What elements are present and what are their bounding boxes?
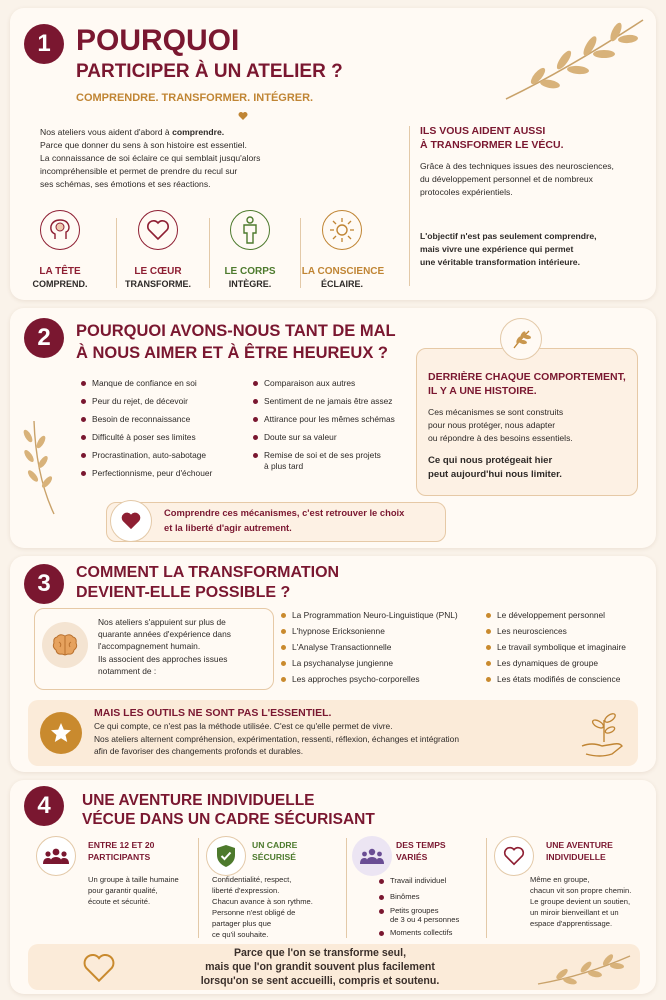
leaf-branch-icon	[498, 14, 648, 104]
people-icon	[352, 836, 392, 876]
star-icon	[40, 712, 82, 754]
list-item: Remise de soi et de ses projets	[264, 450, 381, 460]
section-1-right-bold: L'objectif n'est pas seulement comprendre, mais vivre une expérience qui permet une véritable transformation intérieure.	[420, 231, 597, 267]
participants-text: Un groupe à taille humaine pour garantir qualité, écoute et sécurité.	[88, 875, 179, 906]
col-divider-2	[346, 838, 347, 938]
list-item: Besoin de reconnaissance	[92, 414, 191, 424]
section-3-card	[10, 556, 656, 772]
section-1-subtitle: COMPRENDRE. TRANSFORMER. INTÉGRER.	[76, 92, 314, 104]
list-item: Sentiment de ne jamais être assez	[264, 396, 393, 406]
pillar-name-head: LA TÊTE	[39, 266, 81, 277]
shield-check-icon	[206, 836, 246, 876]
approach-item: Les neurosciences	[497, 626, 567, 636]
pillar-name-consciousness: LA CONSCIENCE	[301, 266, 385, 277]
list-item: Manque de confiance en soi	[92, 378, 197, 388]
tools-box-title: MAIS LES OUTILS NE SONT PAS L'ESSENTIEL.	[94, 707, 332, 719]
varied-times-item: Moments collectifs	[390, 928, 453, 937]
list-item-continuation: à plus tard	[264, 461, 304, 471]
individual-adventure-text: Même en groupe, chacun vit son propre chemin. Le groupe devient un soutien, un miroir bienveillant et un espace d'apprentissage.	[530, 875, 632, 928]
section-2-card	[10, 308, 656, 548]
quote-text: Parce que l'on se transforme seul, mais que l'on grandit souvent plus facilement lorsqu'on se sent accueilli, compris et soutenu.	[200, 947, 440, 987]
approach-item: Les dynamiques de groupe	[497, 658, 599, 668]
section-2-title-line1: POURQUOI AVONS-NOUS TANT DE MAL	[76, 322, 396, 340]
col-divider-3	[486, 838, 487, 938]
varied-times-item: Binômes	[390, 892, 420, 901]
section-1-card	[10, 8, 656, 300]
section-1-right-title: ILS VOUS AIDENT AUSSI À TRANSFORMER LE VÉCU.	[420, 125, 564, 152]
pillar-divider-1	[116, 218, 117, 288]
section-1-intro: Nos ateliers vous aident d'abord à comprendre. Parce que donner du sens à son histoire est essentiel. La connaissance de soi éclaire ce qui semblait jusqu'alors incompréhensible et permet de prendre du recul sur ses schémas, ses émotions et ses réactions.	[40, 127, 261, 189]
group-icon	[36, 836, 76, 876]
quote-heart-icon	[82, 952, 116, 984]
pillar-verb-head: COMPREND.	[32, 279, 88, 289]
list-item: Perfectionnisme, peur d'échouer	[92, 468, 213, 478]
secure-frame-title: UN CADRE SÉCURISÉ	[252, 840, 298, 862]
heart-icon	[138, 210, 178, 250]
body-icon	[230, 210, 270, 250]
col-divider-1	[198, 838, 199, 938]
section-1-divider	[409, 126, 410, 286]
divider-heart-icon	[238, 111, 248, 121]
approach-item: Le développement personnel	[497, 610, 606, 620]
list-item: Procrastination, auto-sabotage	[92, 450, 207, 460]
list-item: Doute sur sa valeur	[264, 432, 337, 442]
varied-times-continuation: de 3 ou 4 personnes	[390, 915, 460, 924]
section-2-number: 2	[24, 318, 64, 358]
approach-item: L'Analyse Transactionnelle	[292, 642, 392, 652]
section-4-title-line1: UNE AVENTURE INDIVIDUELLE	[82, 792, 315, 809]
pillar-verb-body: INTÈGRE.	[228, 279, 272, 289]
hand-sprout-icon	[576, 706, 630, 760]
varied-times-item: Petits groupes	[390, 906, 439, 915]
section-4-number: 4	[24, 786, 64, 826]
section-1-number: 1	[24, 24, 64, 64]
understanding-banner-text: Comprendre ces mécanismes, c'est retrouver le choix et la liberté d'agir autrement.	[164, 507, 405, 533]
wheat-branch-icon	[14, 416, 64, 516]
list-item: Comparaison aux autres	[264, 378, 356, 388]
section-1-title-line2: PARTICIPER À UN ATELIER ?	[76, 61, 343, 82]
secure-frame-text: Confidentialité, respect, liberté d'expression. Chacun avance à son rythme. Personne n'est obligé de partager plus que ce qu'il souhaite.	[212, 875, 313, 939]
history-box-title: DERRIÈRE CHAQUE COMPORTEMENT, IL Y A UNE HISTOIRE.	[428, 371, 626, 398]
section-3-title-line2: DEVIENT-ELLE POSSIBLE ?	[76, 584, 291, 601]
list-item: Difficulté à poser ses limites	[92, 432, 196, 442]
individual-adventure-title: UNE AVENTURE INDIVIDUELLE	[546, 840, 613, 862]
quote-leaf-branch-icon	[534, 952, 634, 986]
pillar-divider-2	[209, 218, 210, 288]
leaf-badge-icon	[500, 318, 542, 360]
pillar-name-body: LE CORPS	[224, 266, 276, 277]
approach-item: L'hypnose Ericksonienne	[292, 626, 385, 636]
participants-title: ENTRE 12 ET 20 PARTICIPANTS	[88, 840, 155, 862]
tools-box-text: Ce qui compte, ce n'est pas la méthode utilisée. C'est ce qu'elle permet de vivre. Nos ateliers alternent compréhension, expérimentation, ressenti, réflexion, échanges et intégration afin de favoriser des changements profonds et durables.	[94, 721, 459, 757]
pillar-name-heart: LE CŒUR	[134, 266, 182, 277]
section-3-number: 3	[24, 564, 64, 604]
varied-times-title: DES TEMPS VARIÉS	[396, 840, 446, 862]
varied-times-item: Travail individuel	[390, 876, 447, 885]
heart-outline-icon	[494, 836, 534, 876]
section-1-title-line1: POURQUOI	[76, 24, 240, 57]
section-3-title-line1: COMMENT LA TRANSFORMATION	[76, 564, 340, 581]
pillar-verb-heart: TRANSFORME.	[125, 279, 191, 289]
approach-item: La Programmation Neuro-Linguistique (PNL)	[292, 610, 458, 620]
approach-item: Les états modifiés de conscience	[497, 674, 621, 684]
brain-icon	[42, 622, 88, 668]
section-4-card	[10, 780, 656, 994]
list-item: Peur du rejet, de décevoir	[92, 396, 188, 406]
pillar-verb-consciousness: ÉCLAIRE.	[320, 279, 363, 289]
sun-icon	[322, 210, 362, 250]
section-1-right-text: Grâce à des techniques issues des neurosciences, du développement personnel et de nombreux protocoles expérientiels.	[420, 161, 614, 197]
heart-badge-icon	[110, 500, 152, 542]
list-item: Attirance pour les mêmes schémas	[264, 414, 395, 424]
history-box-bold: Ce qui nous protégeait hier peut aujourd'hui nous limiter.	[428, 455, 562, 481]
approach-item: La psychanalyse jungienne	[292, 658, 394, 668]
approach-item: Les approches psycho-corporelles	[292, 674, 420, 684]
section-2-title-line2: À NOUS AIMER ET À ÊTRE HEUREUX ?	[76, 344, 388, 362]
expertise-text: Nos ateliers s'appuient sur plus de quarante années d'expérience dans l'accompagnement humain. Ils associent des approches issues notamment de :	[98, 617, 231, 676]
history-box-text: Ces mécanismes se sont construits pour nous protéger, nous adapter ou répondre à des besoins essentiels.	[428, 407, 573, 443]
head-brain-icon	[40, 210, 80, 250]
section-4-title-line2: VÉCUE DANS UN CADRE SÉCURISANT	[82, 811, 375, 828]
approach-item: Le travail symbolique et imaginaire	[497, 642, 626, 652]
